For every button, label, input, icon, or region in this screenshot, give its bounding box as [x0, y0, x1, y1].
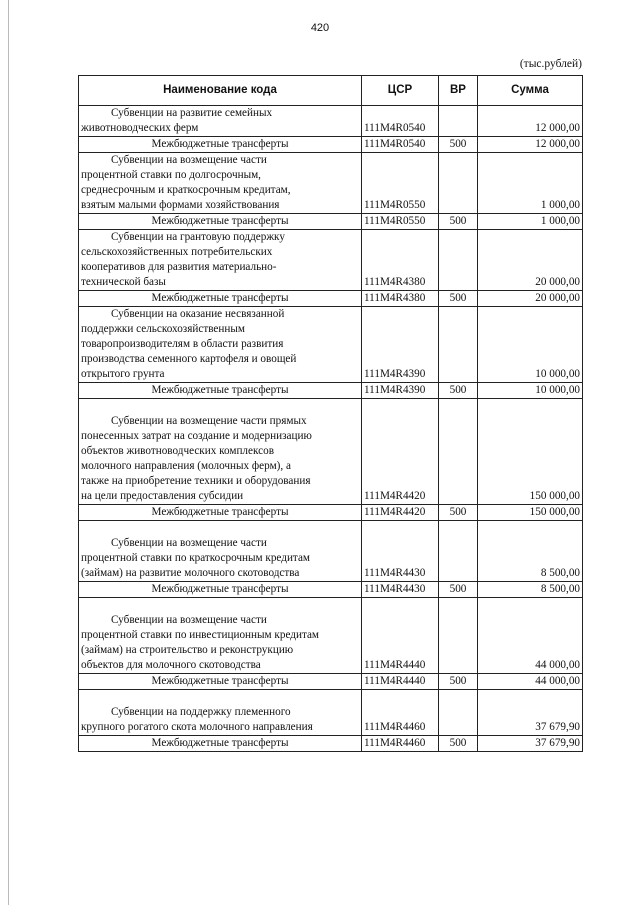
- row-sum: 37 679,90: [478, 690, 583, 736]
- row-name: Межбюджетные трансферты: [79, 291, 362, 307]
- row-name: Субвенции на развитие семейных животноводческих ферм: [79, 106, 362, 137]
- row-csr: 111М4R0550: [362, 214, 439, 230]
- row-csr: 111М4R4430: [362, 582, 439, 598]
- table-row: [79, 399, 583, 505]
- row-sum: 44 000,00: [478, 674, 583, 690]
- row-sum: 12 000,00: [478, 137, 583, 153]
- header-name: Наименование кода: [79, 76, 362, 106]
- table-row: [79, 690, 583, 736]
- row-vr: 500: [439, 291, 478, 307]
- row-vr: 500: [439, 214, 478, 230]
- table-row: [79, 505, 583, 521]
- row-csr: 111М4R4440: [362, 598, 439, 674]
- row-vr: 500: [439, 505, 478, 521]
- row-name: Межбюджетные трансферты: [79, 137, 362, 153]
- header-csr: ЦСР: [362, 76, 439, 106]
- table-row: [79, 582, 583, 598]
- row-csr: 111М4R4460: [362, 690, 439, 736]
- table-row: [79, 307, 583, 383]
- row-sum: 8 500,00: [478, 582, 583, 598]
- table-row: [79, 521, 583, 582]
- table-row: [79, 383, 583, 399]
- row-vr: [439, 598, 478, 674]
- row-csr: 111М4R4420: [362, 505, 439, 521]
- page-number: 420: [310, 22, 330, 34]
- row-csr: 111М4R4380: [362, 291, 439, 307]
- table-row: [79, 674, 583, 690]
- row-name: Субвенции на возмещение части прямых понесенных затрат на создание и модернизацию объектов животноводческих комплексов молочного направления (молочных ферм), а также на приобретение техники и оборудования на цели предоставления субсидии: [79, 399, 362, 505]
- table-row: [79, 291, 583, 307]
- table-row: [79, 106, 583, 137]
- row-sum: 10 000,00: [478, 383, 583, 399]
- row-name: Межбюджетные трансферты: [79, 383, 362, 399]
- row-name: Субвенции на возмещение части процентной ставки по краткосрочным кредитам (займам) на развитие молочного скотоводства: [79, 521, 362, 582]
- row-csr: 111М4R4460: [362, 736, 439, 752]
- header-sum: Сумма: [478, 76, 583, 106]
- row-vr: 500: [439, 736, 478, 752]
- row-vr: [439, 307, 478, 383]
- row-csr: 111М4R4430: [362, 521, 439, 582]
- row-csr: 111М4R4390: [362, 307, 439, 383]
- row-name: Субвенции на грантовую поддержку сельскохозяйственных потребительских кооперативов для развития материально- технической базы: [79, 230, 362, 291]
- scan-margin-line: [8, 0, 9, 905]
- row-sum: 8 500,00: [478, 521, 583, 582]
- row-sum: 150 000,00: [478, 399, 583, 505]
- row-name: Субвенции на возмещение части процентной ставки по инвестиционным кредитам (займам) на строительство и реконструкцию объектов для молочного скотоводства: [79, 598, 362, 674]
- row-name: Межбюджетные трансферты: [79, 214, 362, 230]
- table-row: [79, 153, 583, 214]
- table-row: [79, 137, 583, 153]
- row-csr: 111М4R4440: [362, 674, 439, 690]
- row-sum: 10 000,00: [478, 307, 583, 383]
- row-csr: 111М4R0550: [362, 153, 439, 214]
- row-sum: 150 000,00: [478, 505, 583, 521]
- table-row: [79, 230, 583, 291]
- row-name: Межбюджетные трансферты: [79, 674, 362, 690]
- row-name: Субвенции на возмещение части процентной ставки по долгосрочным, среднесрочным и краткосрочным кредитам, взятым малыми формами хозяйствования: [79, 153, 362, 214]
- row-vr: 500: [439, 582, 478, 598]
- row-sum: 1 000,00: [478, 214, 583, 230]
- row-sum: 44 000,00: [478, 598, 583, 674]
- row-csr: 111М4R4390: [362, 383, 439, 399]
- table-row: [79, 598, 583, 674]
- header-vr: ВР: [439, 76, 478, 106]
- row-vr: 500: [439, 674, 478, 690]
- table-header-row: [79, 76, 583, 106]
- row-name: Субвенции на поддержку племенного крупного рогатого скота молочного направления: [79, 690, 362, 736]
- row-csr: 111М4R4420: [362, 399, 439, 505]
- table-row: [79, 736, 583, 752]
- row-vr: [439, 153, 478, 214]
- row-vr: [439, 106, 478, 137]
- row-sum: 12 000,00: [478, 106, 583, 137]
- row-csr: 111М4R0540: [362, 106, 439, 137]
- row-sum: 37 679,90: [478, 736, 583, 752]
- row-vr: [439, 399, 478, 505]
- row-csr: 111М4R0540: [362, 137, 439, 153]
- row-sum: 20 000,00: [478, 291, 583, 307]
- row-vr: 500: [439, 383, 478, 399]
- row-name: Межбюджетные трансферты: [79, 582, 362, 598]
- row-name: Межбюджетные трансферты: [79, 505, 362, 521]
- budget-table: [78, 75, 583, 752]
- row-sum: 20 000,00: [478, 230, 583, 291]
- units-label: (тыс.рублей): [519, 58, 582, 70]
- row-sum: 1 000,00: [478, 153, 583, 214]
- row-vr: [439, 521, 478, 582]
- row-name: Субвенции на оказание несвязанной поддержки сельскохозяйственным товаропроизводителям в области развития производства семенного картофеля и овощей открытого грунта: [79, 307, 362, 383]
- table-row: [79, 214, 583, 230]
- row-vr: [439, 230, 478, 291]
- row-name: Межбюджетные трансферты: [79, 736, 362, 752]
- row-vr: 500: [439, 137, 478, 153]
- row-vr: [439, 690, 478, 736]
- row-csr: 111М4R4380: [362, 230, 439, 291]
